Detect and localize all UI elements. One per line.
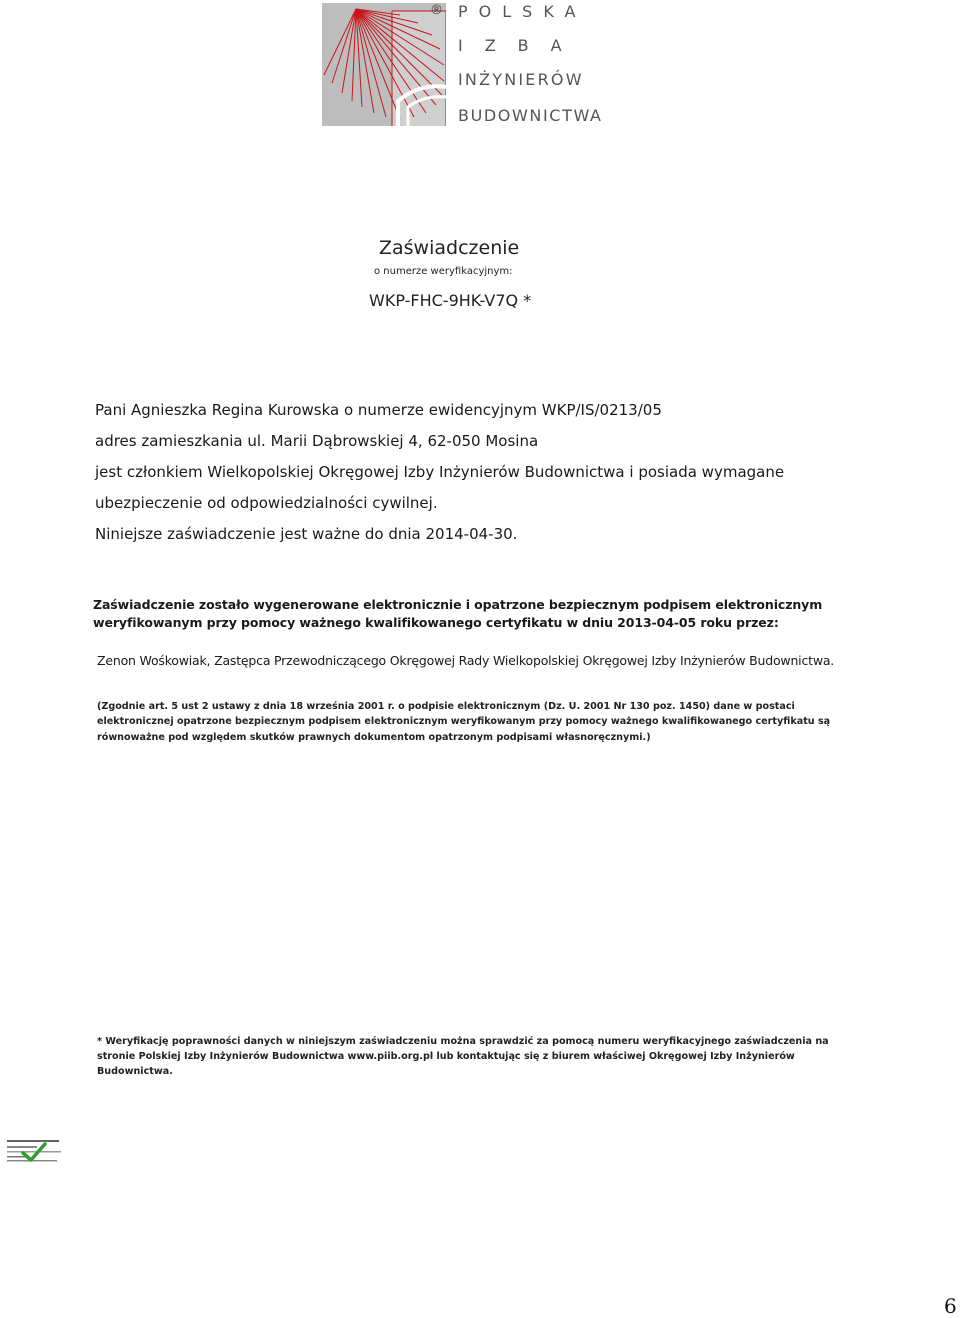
footnote-line-3: Budownictwa. xyxy=(97,1066,173,1077)
signer-line: Zenon Wośkowiak, Zastępca Przewodniczącego Okręgowej Rady Wielkopolskiej Okręgowej Izby Inżynierów Budownictwa. xyxy=(97,653,835,668)
legal-note-line-3: równoważne pod względem skutków prawnych dokumentom opatrzonym podpisami własnoręcznymi.) xyxy=(97,732,651,743)
legal-note-line-1: (Zgodnie art. 5 ust 2 ustawy z dnia 18 września 2001 r. o podpisie elektronicznym (Dz. U. 2001 Nr 130 poz. 1450) dane w postaci xyxy=(97,701,795,712)
insurance-line: ubezpieczenie od odpowiedzialności cywilnej. xyxy=(95,494,438,512)
logo-text-inzynierow: INŻYNIERÓW xyxy=(458,70,584,89)
logo-text-izba: IZBA xyxy=(458,36,584,55)
document-subtitle: o numerze weryfikacyjnym: xyxy=(374,266,513,277)
signature-valid-icon xyxy=(5,1138,63,1164)
piib-logo-icon xyxy=(322,3,446,126)
footnote-line-1: * Weryfikację poprawności danych w niniejszym zaświadczeniu można sprawdzić za pomocą numeru weryfikacyjnego zaświadczenia na xyxy=(97,1036,829,1047)
logo-text-polska: POLSKA xyxy=(458,2,587,21)
footnote-line-2: stronie Polskiej Izby Inżynierów Budownictwa www.piib.org.pl lub kontaktując się z biurem właściwej Okręgowej Izby Inżynierów xyxy=(97,1051,795,1062)
generation-line-2: weryfikowanym przy pomocy ważnego kwalifikowanego certyfikatu w dniu 2013-04-05 roku przez: xyxy=(93,615,779,630)
legal-note-line-2: elektronicznej opatrzone bezpiecznym podpisem elektronicznym weryfikowanym przy pomocy ważnego kwalifikowanego certyfikatu są xyxy=(97,716,831,727)
verification-code: WKP-FHC-9HK-V7Q * xyxy=(369,291,532,310)
logo-text-budownictwa: BUDOWNICTWA xyxy=(458,106,603,125)
document-title: Zaświadczenie xyxy=(379,237,520,259)
registered-mark: ® xyxy=(430,3,443,18)
address-line: adres zamieszkania ul. Marii Dąbrowskiej 4, 62-050 Mosina xyxy=(95,432,539,450)
validity-line: Niniejsze zaświadczenie jest ważne do dnia 2014-04-30. xyxy=(95,525,518,543)
page-number: 6 xyxy=(944,1294,957,1318)
member-name-line: Pani Agnieszka Regina Kurowska o numerze ewidencyjnym WKP/IS/0213/05 xyxy=(95,401,662,419)
membership-line: jest członkiem Wielkopolskiej Okręgowej Izby Inżynierów Budownictwa i posiada wymagane xyxy=(95,463,785,481)
generation-line-1: Zaświadczenie zostało wygenerowane elektronicznie i opatrzone bezpiecznym podpisem elektronicznym xyxy=(93,597,823,612)
